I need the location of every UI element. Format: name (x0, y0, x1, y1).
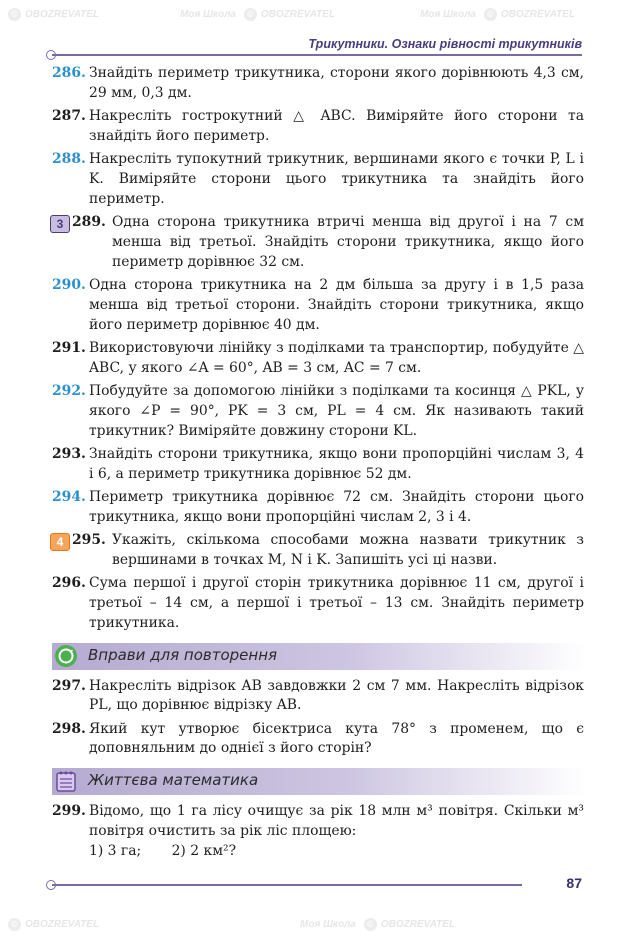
exercise-text: Укажіть, скількома способами можна назвати трикутник з вершинами в точках M, N і K. Запишіть усі ці назви. (112, 532, 584, 568)
exercise-text: Відомо, що 1 га лісу очищує за рік 18 млн м³ повітря. Скільки м³ повітря очистить за рік ліс площею: (89, 803, 584, 839)
section-title: Життєва математика (88, 771, 259, 790)
answer-option: 2) 2 км²? (171, 842, 237, 859)
exercise-number: 289. (72, 214, 106, 231)
exercise-number: 287. (52, 108, 86, 125)
exercise-286 (52, 64, 584, 104)
exercise-text: Периметр трикутника дорівнює 72 см. Знайдіть сторони цього трикутника, якщо вони пропорційні числам 2, 3 і 4. (89, 488, 584, 525)
exercise-290 (52, 276, 584, 335)
exercise-text: Накресліть тупокутний трикутник, вершинами якого є точки P, L і K. Виміряйте сторони цього трикутника та знайдіть його периметр. (89, 151, 584, 207)
watermark: © OBOZREVATEL (0, 918, 99, 931)
section-repeat-header (52, 643, 584, 670)
watermark: Моя Школа © OBOZREVATEL (180, 9, 335, 20)
exercise-number: 296. (52, 575, 86, 592)
exercise-293 (52, 445, 584, 485)
exercise-text: Використовуючи лінійку з поділками та транспортир, побудуйте △ ABC, у якого ∠A = 60°, AB = 3 см, AC = 7 см. (89, 339, 584, 376)
exercise-text: Побудуйте за допомогою лінійки з поділками та косинця △ PKL, у якого ∠P = 90°, PK = 3 см, PL = 4 см. Як називають такий трикутник? Виміряйте довжину сторони KL. (89, 382, 584, 439)
header-rule (52, 54, 582, 56)
exercise-number: 297. (52, 677, 86, 694)
watermark: © OBOZREVATEL (0, 8, 99, 21)
exercise-288 (52, 150, 584, 209)
exercise-295 (52, 531, 584, 571)
exercise-number: 293. (52, 445, 86, 462)
exercise-number: 294. (52, 488, 86, 505)
section-life-header (52, 768, 584, 795)
page-content (52, 64, 584, 865)
watermark: Моя Школа © OBOZREVATEL (420, 9, 575, 20)
difficulty-level-badge: 4 (50, 533, 70, 551)
section-title: Вправи для повторення (88, 645, 278, 664)
exercise-number: 299. (52, 803, 86, 820)
exercise-number: 286. (52, 65, 86, 81)
exercise-289 (52, 213, 584, 272)
exercise-number: 291. (52, 339, 86, 356)
exercise-296 (52, 574, 584, 633)
exercise-text: Накресліть гострокутний △ ABC. Виміряйте його сторони та знайдіть його периметр. (89, 108, 584, 144)
exercise-text: Знайдіть сторони трикутника, якщо вони пропорційні числам 3, 4 і 6, а периметр трикутника дорівнює 52 дм. (89, 445, 584, 482)
exercise-292 (52, 382, 584, 441)
exercise-number: 288. (52, 151, 86, 168)
exercise-text: Одна сторона трикутника на 2 дм більша за другу і в 1,5 раза менша від третьої сторони. Знайдіть сторони трикутника, якщо його периметр дорівнює 40 дм. (89, 276, 584, 333)
exercise-298 (52, 720, 584, 760)
exercise-text: Накресліть відрізок AB завдовжки 2 см 7 мм. Накресліть відрізок PL, що дорівнює відрізку AB. (89, 677, 584, 714)
page-header-title: Трикутники. Ознаки рівності трикутників (308, 37, 582, 51)
exercise-number: 292. (52, 382, 86, 399)
refresh-circle-icon (54, 644, 78, 668)
exercise-number: 295. (72, 532, 106, 549)
exercise-297 (52, 677, 584, 717)
answer-option: 1) 3 га; (89, 842, 142, 859)
exercise-number: 290. (52, 276, 86, 293)
notepad-icon (54, 769, 78, 793)
page-number: 87 (566, 875, 582, 891)
exercise-text: Одна сторона трикутника втричі менша від другої і на 7 см менша від третьої. Знайдіть сторони трикутника, якщо його периметр дорівнює 32 см. (112, 214, 584, 270)
exercise-291 (52, 339, 584, 379)
difficulty-level-badge: 3 (50, 215, 70, 233)
watermark: Моя Школа © OBOZREVATEL (300, 919, 455, 930)
exercise-299 (52, 802, 584, 861)
exercise-294 (52, 488, 584, 528)
footer-rule (52, 884, 522, 886)
answer-options (89, 842, 584, 862)
exercise-287 (52, 107, 584, 147)
exercise-number: 298. (52, 720, 86, 737)
exercise-text: Сума першої і другої сторін трикутника дорівнює 11 см, другої і третьої – 14 см, а першої і третьої – 13 см. Знайдіть периметр трикутника. (89, 575, 584, 631)
exercise-text: Який кут утворює бісектриса кута 78° з променем, що є доповняльним до однієї з його сторін? (89, 720, 584, 757)
exercise-text: Знайдіть периметр трикутника, сторони якого дорівнюють 4,3 см, 29 мм, 0,3 дм. (89, 65, 584, 101)
